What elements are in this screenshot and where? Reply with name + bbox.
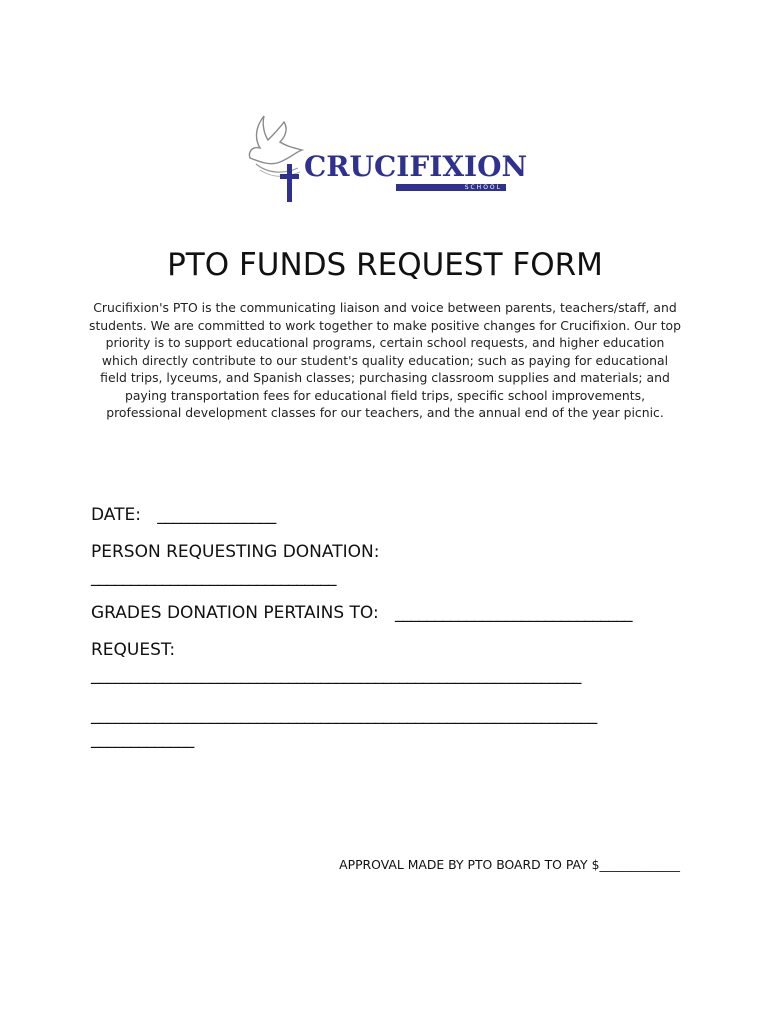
request-label: REQUEST: (91, 640, 176, 660)
intro-paragraph: Crucifixion's PTO is the communicating liaison and voice between parents, teachers/staff, and students. We are committed to work together to make positive changes for Crucifixion. Our top priority is to support educational programs, certain school requests, and higher education which directly contribute to our student's quality education; such as paying for educational field trips, lyceums, and Spanish classes; purchasing classroom supplies and materials; and paying transportation fees for educational field trips, specific school improvements, professional development classes for our teachers, and the annual end of the year picnic. (88, 300, 681, 420)
school-logo (246, 112, 528, 208)
logo-subtext: SCHOOL (396, 184, 506, 191)
person-label: PERSON REQUESTING DONATION: (91, 542, 380, 562)
logo-wordmark: CRUCIFIXION (304, 150, 528, 183)
request-line-2: ________________________________________________________________ (91, 705, 597, 725)
date-label: DATE: (91, 505, 141, 525)
grades-field (91, 602, 632, 624)
grades-blank: ______________________________ (394, 603, 632, 623)
grades-label: GRADES DONATION PERTAINS TO: (91, 603, 379, 623)
request-line-3: _____________ (91, 729, 194, 749)
date-field (91, 504, 276, 526)
form-title: PTO FUNDS REQUEST FORM (167, 247, 603, 283)
request-line-1: ______________________________________________________________ (91, 665, 581, 685)
date-blank: _______________ (157, 505, 276, 525)
person-blank: _______________________________ (91, 567, 336, 587)
approval-line: APPROVAL MADE BY PTO BOARD TO PAY $_____________ (339, 857, 680, 872)
